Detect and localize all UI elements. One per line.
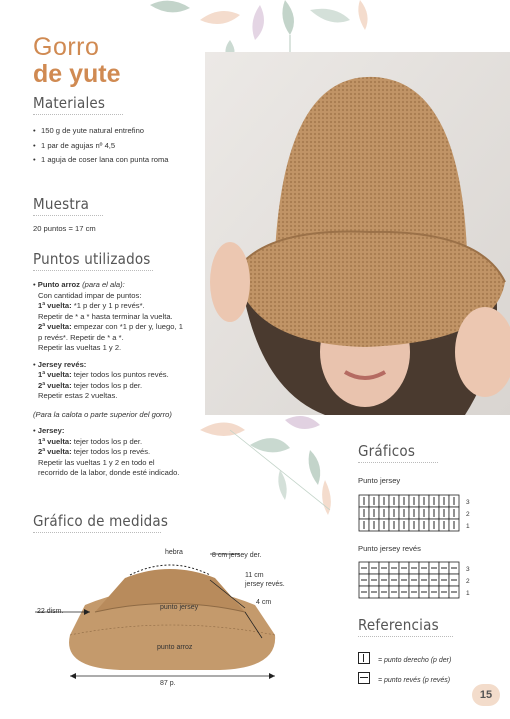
arroz-line: Repetir las vueltas 1 y 2. [38, 343, 122, 352]
jersey-title: Jersey: [37, 426, 65, 435]
referencias-heading [358, 616, 498, 637]
muestra-text: 20 puntos = 17 cm [33, 224, 96, 233]
row-label: 3 [466, 566, 470, 573]
materiales-heading [33, 94, 183, 115]
puntos-body [33, 280, 183, 479]
materiales-list [33, 126, 183, 170]
jrev-v1-text: tejer todos los puntos revés. [71, 370, 169, 379]
label-11cm [245, 571, 285, 589]
heading-underline [33, 270, 153, 271]
calota-note: (Para la calota o parte superior del gorro) [33, 409, 172, 419]
hat-photo-illustration [205, 52, 510, 415]
knit-stitch-icon [358, 652, 370, 664]
muestra-heading [33, 195, 183, 216]
heading-underline [33, 532, 161, 533]
jrev-v2-text: tejer todos los p der. [71, 380, 143, 390]
ref-row-2 [358, 672, 450, 689]
arroz-line: Con cantidad impar de puntos: [38, 290, 142, 300]
label-11cm-line1: 11 cm [245, 572, 264, 579]
jersey-v2-text: tejer todos los p revés. [71, 447, 151, 456]
title-line1: Gorro [33, 33, 100, 61]
label-4cm: 4 cm [256, 599, 272, 606]
jersey-block: • Jersey: 1ª vuelta: tejer todos los p der. 2ª vuelta: tejer todos los p revés. Repetir las vueltas 1 y 2 en todo el recorrido de la labor, donde esté indicado. [33, 426, 183, 479]
ref-row-1 [358, 652, 451, 669]
ref-text: = punto revés (p revés) [377, 677, 451, 684]
jrev-line: Repetir estas 2 vueltas. [38, 391, 118, 400]
puntos-heading [33, 250, 193, 271]
arroz-v1-label: 1ª vuelta: [38, 301, 72, 310]
jersey-reves-block: • Jersey revés: 1ª vuelta: tejer todos los puntos revés. 2ª vuelta: tejer todos los p der. Repetir estas 2 vueltas. [33, 360, 183, 402]
arroz-v2-label: 2ª vuelta: [38, 322, 72, 331]
label-8cm: 8 cm jersey der. [212, 552, 262, 559]
heading-underline [33, 215, 103, 216]
label-hebra: hebra [165, 549, 183, 556]
row-label: 2 [466, 511, 470, 518]
arroz-v2-text: empezar con *1 p der y, luego, 1 p revés*. Repetir de * a *. [38, 322, 183, 342]
heading-underline [33, 114, 123, 115]
punto-jersey-reves-grid [358, 561, 460, 599]
referencias-heading-text: Referencias [358, 616, 439, 634]
title-line2: de yute [33, 60, 121, 88]
heading-underline [358, 636, 453, 637]
purl-stitch-icon [358, 672, 370, 684]
row-label: 1 [466, 590, 470, 597]
jrev-v2-label: 2ª vuelta: [38, 380, 72, 390]
medidas-heading [33, 512, 213, 533]
grid2-title: Punto jersey revés [358, 544, 421, 553]
jrev-v1-label: 1ª vuelta: [38, 370, 72, 379]
jersey-v1-text: tejer todos los p der. [71, 436, 143, 446]
arroz-block: • Punto arroz (para el ala): Con cantidad impar de puntos: 1ª vuelta: *1 p der y 1 p revés*. Repetir de * a * hasta terminar la vuelta. 2ª vuelta: empezar con *1 p der y, luego, 1 p revés*. Repetir de * a *. Repetir las vueltas 1 y 2. [33, 280, 183, 352]
hat-photo [205, 52, 510, 415]
label-punto-arroz: punto arroz [157, 644, 193, 651]
punto-jersey-grid [358, 494, 460, 532]
list-item: • 1 par de agujas nº 4,5 [33, 141, 183, 152]
row-label: 1 [466, 523, 470, 530]
label-punto-jersey: punto jersey [160, 604, 199, 611]
label-11cm-line2: jersey revés. [245, 581, 285, 588]
arroz-v1-text: *1 p der y 1 p revés*. [71, 301, 145, 310]
jersey-v1-label: 1ª vuelta: [38, 436, 72, 446]
list-item: • 1 aguja de coser lana con punta roma [33, 155, 183, 166]
grid1-row-labels [466, 497, 470, 533]
grid1-title: Punto jersey [358, 476, 401, 485]
ref-text: = punto derecho (p der) [377, 657, 452, 664]
label-87p: 87 p. [160, 680, 176, 687]
heading-underline [358, 462, 438, 463]
medidas-heading-text: Gráfico de medidas [33, 512, 169, 530]
jrev-title: Jersey revés: [37, 359, 87, 369]
arroz-title: Punto arroz [37, 280, 80, 289]
materiales-heading-text: Materiales [33, 94, 106, 112]
row-label: 2 [466, 578, 470, 585]
jersey-line: Repetir las vueltas 1 y 2 en todo el recorrido de la labor, donde esté indicado. [38, 457, 180, 477]
arroz-line: Repetir de * a * hasta terminar la vuelta. [38, 311, 173, 321]
page-number: 15 [472, 684, 500, 706]
measurement-diagram [30, 540, 300, 690]
label-dism: 22 dism. [37, 608, 64, 615]
graficos-heading [358, 442, 498, 463]
puntos-heading-text: Puntos utilizados [33, 250, 151, 268]
arroz-note: (para el ala): [82, 280, 125, 289]
row-label: 3 [466, 499, 470, 506]
jersey-v2-label: 2ª vuelta: [38, 447, 72, 456]
graficos-heading-text: Gráficos [358, 442, 416, 460]
grid2-row-labels [466, 564, 470, 600]
list-item: • 150 g de yute natural entrefino [33, 126, 183, 137]
leaf-decoration-middle [190, 410, 360, 515]
muestra-heading-text: Muestra [33, 195, 90, 213]
leaf-decoration-top [110, 0, 440, 60]
